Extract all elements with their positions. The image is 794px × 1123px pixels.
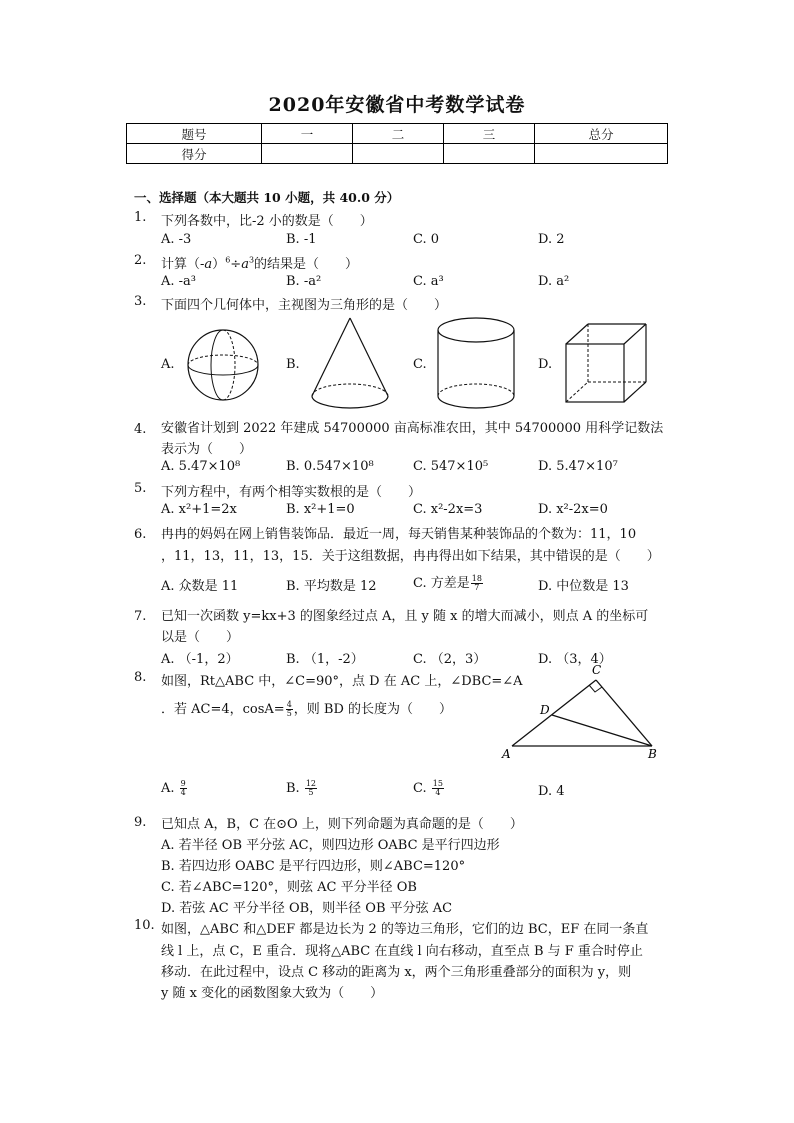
stem-part: ．若 AC=4，cosA= xyxy=(161,702,285,717)
option-c xyxy=(413,572,484,592)
option-a: A. 众数是 11 xyxy=(161,579,239,594)
question-number: 5. xyxy=(134,481,147,496)
fraction-numerator: 18 xyxy=(471,574,482,583)
question-stem: ，11，13，11，13，15．关于这组数据，冉冉得出如下结果，其中错误的是（ ） xyxy=(161,549,660,564)
option-text: A. xyxy=(161,781,175,796)
fraction-numerator: 15 xyxy=(432,779,443,788)
table-cell xyxy=(444,144,535,164)
question-stem: 下面四个几何体中，主视图为三角形的是（ ） xyxy=(161,298,448,313)
question-stem: 如图，Rt△ABC 中，∠C=90°，点 D 在 AC 上，∠DBC=∠A xyxy=(161,674,523,689)
sphere-figure xyxy=(178,327,268,403)
table-cell: 二 xyxy=(353,124,444,144)
cone-figure xyxy=(306,316,396,412)
fraction-denominator: 5 xyxy=(286,709,292,718)
question-stem: 下列各数中，比-2 小的数是（ ） xyxy=(161,214,373,229)
option-c: C. a³ xyxy=(413,274,444,289)
option-c: C. （2，3） xyxy=(413,652,487,667)
question-stem xyxy=(161,253,358,272)
question-stem: 以是（ ） xyxy=(161,630,240,645)
question-stem: y 随 x 变化的函数图象大致为（ ） xyxy=(161,986,384,1001)
stem-part: ） xyxy=(212,257,226,272)
table-row xyxy=(127,124,668,144)
option-d: D. a² xyxy=(538,274,570,289)
option-text: C. 方差是 xyxy=(413,576,470,591)
cylinder-figure xyxy=(436,316,520,412)
question-stem: 冉冉的妈妈在网上销售装饰品．最近一周，每天销售某种装饰品的个数为：11，10 xyxy=(161,527,637,542)
question-number: 8. xyxy=(134,670,147,685)
exponent: 3 xyxy=(248,255,255,265)
option-d: D. 中位数是 13 xyxy=(538,579,629,594)
stem-part: ÷ xyxy=(230,257,242,272)
fraction xyxy=(286,701,293,718)
question-stem: 如图，△ABC 和△DEF 都是边长为 2 的等边三角形，它们的边 BC，EF 在同一条直 xyxy=(161,922,649,937)
question-stem: 移动．在此过程中，设点 C 移动的距离为 x，两个三角形重叠部分的面积为 y，则 xyxy=(161,965,632,980)
fraction xyxy=(180,780,187,797)
question-stem: 线 l 上，点 C，E 重合．现将△ABC 在直线 l 向右移动，直至点 B 与 F 重合时停止 xyxy=(161,944,643,959)
fraction-denominator: 5 xyxy=(308,788,314,797)
option-c: C. 若∠ABC=120°，则弦 AC 平分半径 OB xyxy=(161,880,417,895)
table-cell xyxy=(535,144,668,164)
question-number: 9. xyxy=(134,815,147,830)
option-c: C. 0 xyxy=(413,232,440,247)
table-cell: 三 xyxy=(444,124,535,144)
question-number: 7. xyxy=(134,609,147,624)
fraction-denominator: 4 xyxy=(180,788,186,797)
variable: a xyxy=(241,257,249,272)
table-cell: 一 xyxy=(262,124,353,144)
cube-figure xyxy=(562,322,652,406)
option-d: D. （3，4） xyxy=(538,652,612,667)
option-b: B. 若四边形 OABC 是平行四边形，则∠ABC=120° xyxy=(161,859,466,874)
label-d: D xyxy=(540,703,550,717)
question-number: 2. xyxy=(134,253,147,268)
label-c: C xyxy=(592,663,602,677)
table-cell: 题号 xyxy=(127,124,262,144)
fraction-numerator: 12 xyxy=(305,779,317,788)
stem-part: 计算（- xyxy=(161,257,205,272)
option-c: C. xyxy=(413,357,427,372)
fraction-numerator: 4 xyxy=(286,700,292,709)
option-b: B. （1，-2） xyxy=(286,652,364,667)
score-table xyxy=(126,123,668,164)
question-number: 10. xyxy=(134,918,155,933)
exponent: 6 xyxy=(225,255,231,265)
fraction xyxy=(305,780,317,797)
section-heading: 一、选择题（本大题共 10 小题，共 40.0 分） xyxy=(134,190,400,205)
option-c: C. x²-2x=3 xyxy=(413,502,483,517)
question-number: 1. xyxy=(134,210,147,225)
option-a: A. 5.47×10⁸ xyxy=(161,459,241,474)
question-stem xyxy=(161,698,452,718)
stem-part: ，则 BD 的长度为（ ） xyxy=(293,702,453,717)
question-stem: 表示为（ ） xyxy=(161,442,253,457)
fraction xyxy=(432,780,444,797)
table-cell: 得分 xyxy=(127,144,262,164)
option-text: C. xyxy=(413,781,427,796)
option-a xyxy=(161,780,188,797)
option-d: D. 4 xyxy=(538,784,565,799)
option-b: B. 平均数是 12 xyxy=(286,579,377,594)
triangle-figure xyxy=(500,660,670,764)
option-d: D. x²-2x=0 xyxy=(538,502,608,517)
option-a: A. -a³ xyxy=(161,274,197,289)
option-text: B. xyxy=(286,781,300,796)
label-a: A xyxy=(502,747,511,761)
option-a: A. x²+1=2x xyxy=(161,502,237,517)
option-a: A. xyxy=(161,357,175,372)
option-a: A. （-1，2） xyxy=(161,652,239,667)
option-d: D. xyxy=(538,357,553,372)
table-row xyxy=(127,144,668,164)
question-stem: 已知点 A，B，C 在⊙O 上，则下列命题为真命题的是（ ） xyxy=(161,817,523,832)
question-stem: 下列方程中，有两个相等实数根的是（ ） xyxy=(161,485,422,500)
table-cell xyxy=(262,144,353,164)
stem-part: 的结果是（ ） xyxy=(254,257,359,272)
option-b: B. -1 xyxy=(286,232,317,247)
option-c: C. 547×10⁵ xyxy=(413,459,489,474)
option-c xyxy=(413,780,445,797)
variable: a xyxy=(204,257,213,272)
fraction xyxy=(471,575,483,592)
label-b: B xyxy=(648,747,657,761)
fraction-numerator: 9 xyxy=(180,779,186,788)
option-d: D. 5.47×10⁷ xyxy=(538,459,618,474)
option-b: B. xyxy=(286,357,300,372)
option-a: A. 若半径 OB 平分弦 AC，则四边形 OABC 是平行四边形 xyxy=(161,838,500,853)
table-cell: 总分 xyxy=(535,124,668,144)
option-d: D. 若弦 AC 平分半径 OB，则半径 OB 平分弦 AC xyxy=(161,901,453,916)
question-stem: 已知一次函数 y=kx+3 的图象经过点 A，且 y 随 x 的增大而减小，则点 A 的坐标可 xyxy=(161,609,649,624)
table-cell xyxy=(353,144,444,164)
option-b: B. 0.547×10⁸ xyxy=(286,459,374,474)
question-number: 3. xyxy=(134,294,147,309)
option-b xyxy=(286,780,318,797)
page-title: 2020年安徽省中考数学试卷 xyxy=(268,94,526,116)
option-b: B. x²+1=0 xyxy=(286,502,355,517)
option-a: A. -3 xyxy=(161,232,192,247)
fraction-denominator: 7 xyxy=(474,583,480,592)
question-number: 6. xyxy=(134,527,147,542)
option-d: D. 2 xyxy=(538,232,565,247)
question-number: 4. xyxy=(134,422,147,437)
question-stem: 安徽省计划到 2022 年建成 54700000 亩高标准农田，其中 54700000 用科学记数法 xyxy=(161,421,664,436)
fraction-denominator: 4 xyxy=(435,788,441,797)
option-b: B. -a² xyxy=(286,274,322,289)
